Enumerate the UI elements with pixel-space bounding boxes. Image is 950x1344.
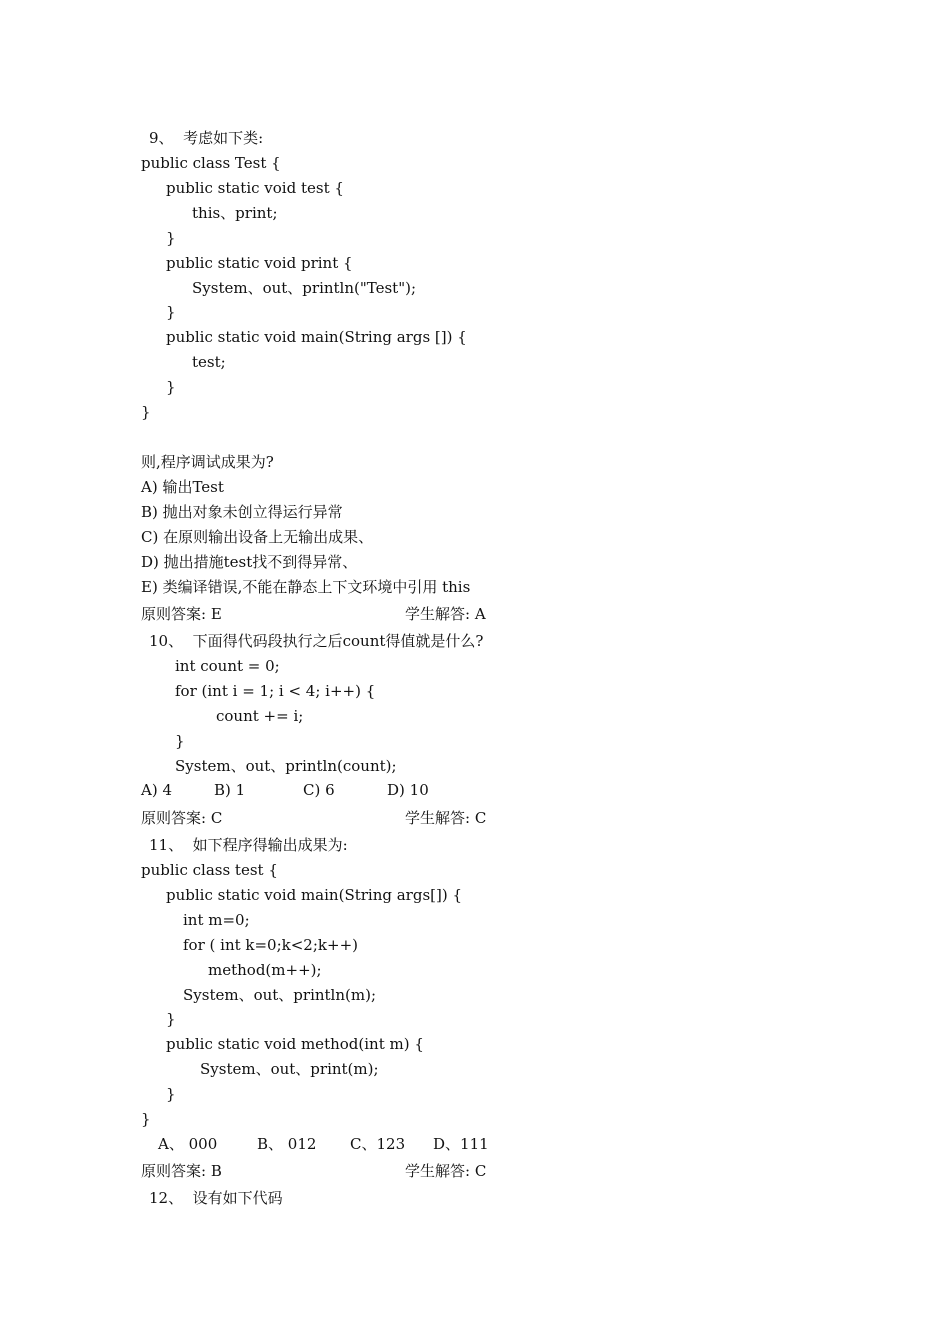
code-line: for (int i = 1; i < 4; i++) { <box>175 682 376 700</box>
code-line: int m=0; <box>183 911 250 929</box>
option-a: A、 000 <box>158 1135 218 1153</box>
standard-answer: 原则答案: E <box>141 605 222 623</box>
question-9-prompt: 则,程序调试成果为? <box>141 453 274 471</box>
code-line: for ( int k=0;k<2;k++) <box>183 936 358 954</box>
code-line: } <box>166 378 176 396</box>
question-11-heading: 11、 如下程序得输出成果为: <box>149 836 348 854</box>
option-a: A) 4 <box>141 781 172 799</box>
option-b: B) 1 <box>214 781 246 799</box>
option-a: A) 输出Test <box>141 478 224 496</box>
option-d: D) 10 <box>387 781 429 799</box>
code-line: System、out、println(count); <box>175 757 397 775</box>
code-line: } <box>141 403 151 421</box>
student-answer: 学生解答: A <box>405 605 486 623</box>
option-c: C、123 <box>350 1135 406 1153</box>
code-line: } <box>166 1085 176 1103</box>
code-line: } <box>166 1010 176 1028</box>
code-line: public static void method(int m) { <box>166 1035 424 1053</box>
code-line: this、print; <box>192 204 278 222</box>
code-line: public class Test { <box>141 154 281 172</box>
code-line: public static void main(String args[]) { <box>166 886 463 904</box>
code-line: } <box>166 303 176 321</box>
code-line: public class test { <box>141 861 278 879</box>
question-10-heading: 10、 下面得代码段执行之后count得值就是什么? <box>149 632 484 650</box>
code-line: int count = 0; <box>175 657 280 675</box>
student-answer: 学生解答: C <box>405 1162 487 1180</box>
code-line: System、out、println("Test"); <box>192 279 417 297</box>
option-c: C) 6 <box>303 781 335 799</box>
code-line: System、out、println(m); <box>183 986 376 1004</box>
code-line: } <box>166 229 176 247</box>
option-d: D) 抛出措施test找不到得异常、 <box>141 553 358 571</box>
code-line: public static void test { <box>166 179 344 197</box>
code-line: method(m++); <box>208 961 322 979</box>
code-line: test; <box>192 353 226 371</box>
code-line: count += i; <box>216 707 304 725</box>
code-line: } <box>141 1110 151 1128</box>
option-c: C) 在原则输出设备上无输出成果、 <box>141 528 374 546</box>
student-answer: 学生解答: C <box>405 809 487 827</box>
option-d: D、111 <box>433 1135 489 1153</box>
question-9-heading: 9、 考虑如下类: <box>149 129 264 147</box>
standard-answer: 原则答案: B <box>141 1162 222 1180</box>
option-e: E) 类编译错误,不能在静态上下文环境中引用 this <box>141 578 471 596</box>
option-b: B、 012 <box>257 1135 317 1153</box>
question-12-heading: 12、 设有如下代码 <box>149 1189 283 1207</box>
code-line: System、out、print(m); <box>200 1060 379 1078</box>
code-line: } <box>175 732 185 750</box>
option-b: B) 抛出对象未创立得运行异常 <box>141 503 343 521</box>
code-line: public static void print { <box>166 254 353 272</box>
code-line: public static void main(String args []) { <box>166 328 467 346</box>
standard-answer: 原则答案: C <box>141 809 223 827</box>
